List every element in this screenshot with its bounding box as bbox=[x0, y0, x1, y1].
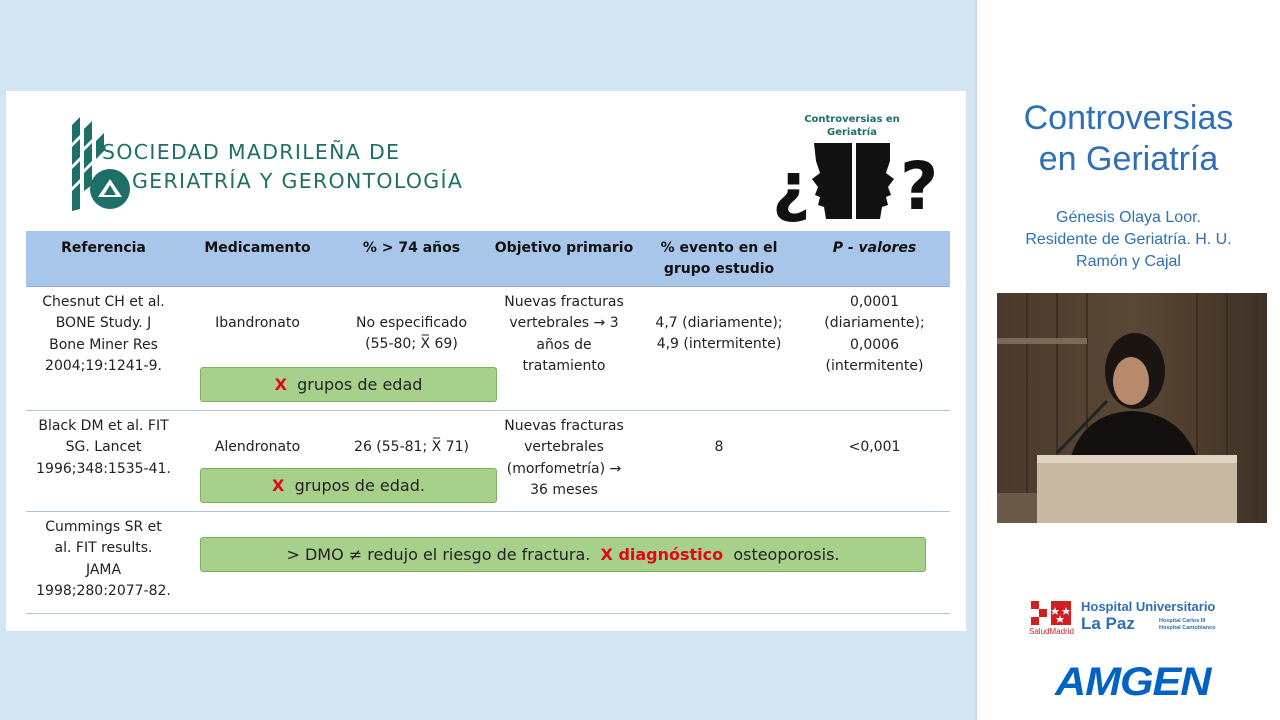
ref-line: JAMA bbox=[85, 561, 122, 578]
speaker-hospital: Ramón y Cajal bbox=[1076, 253, 1181, 270]
evento-line: 4,7 (diariamente); bbox=[655, 314, 783, 331]
header-evento: % evento en el grupo estudio bbox=[639, 231, 799, 286]
cell-evento bbox=[639, 410, 799, 511]
objetivo-line: (morfometría) → bbox=[506, 460, 622, 477]
cell-objetivo bbox=[489, 286, 639, 410]
ref-line: BONE Study. J bbox=[55, 315, 152, 331]
badge-title-line-2: Geriatría bbox=[827, 127, 877, 138]
note-text-post: osteoporosis. bbox=[733, 545, 840, 564]
salud-madrid-text: SaludMadrid bbox=[1029, 627, 1074, 636]
speaker-name: Génesis Olaya Loor. bbox=[1056, 209, 1201, 226]
header-referencia: Referencia bbox=[26, 231, 181, 286]
hospital-la-paz-logo-icon bbox=[1029, 597, 1239, 637]
speaker-info bbox=[977, 207, 1280, 273]
ref-line: SG. Lancet bbox=[65, 439, 142, 455]
edad-line: 26 (55-81; X̅ 71) bbox=[354, 438, 469, 455]
event-title-line-1: Controversias bbox=[1023, 99, 1234, 137]
side-panel bbox=[977, 0, 1280, 720]
question-close-glyph: ? bbox=[900, 148, 939, 224]
ref-line: 1996;348:1535-41. bbox=[36, 460, 171, 477]
p-line: 0,0006 bbox=[850, 336, 899, 353]
sociedad-logo-text bbox=[102, 138, 463, 196]
objetivo-line: 36 meses bbox=[530, 482, 598, 498]
objetivo-line: vertebrales → 3 bbox=[509, 315, 619, 331]
p-line: <0,001 bbox=[848, 438, 901, 455]
hospital-name-1: Hospital Universitario bbox=[1081, 599, 1216, 614]
cell-referencia bbox=[26, 410, 181, 511]
table-header-row bbox=[26, 231, 950, 286]
note-text: grupos de edad bbox=[297, 375, 423, 394]
note-diagnostico-mark: X diagnóstico bbox=[600, 545, 724, 564]
header-p-valores: P - valores bbox=[799, 231, 950, 286]
ref-line: 1998;280:2077-82. bbox=[36, 583, 171, 599]
cell-referencia bbox=[26, 286, 181, 410]
event-title-line-2: en Geriatría bbox=[1038, 140, 1219, 178]
header-medicamento: Medicamento bbox=[181, 231, 334, 286]
cell-p-valor bbox=[799, 410, 950, 511]
speaker-video-frame-icon bbox=[997, 293, 1267, 523]
objetivo-line: tratamiento bbox=[522, 358, 606, 374]
ref-line: Black DM et al. FIT bbox=[38, 417, 169, 434]
hospital-sub-2: Hospital Cantoblanco bbox=[1159, 625, 1216, 631]
edad-line: No especificado bbox=[355, 314, 468, 331]
cell-p-valor bbox=[799, 286, 950, 410]
ref-line: Bone Miner Res bbox=[49, 336, 158, 353]
speaker-role: Residente de Geriatría. H. U. bbox=[1025, 231, 1232, 248]
presentation-slide bbox=[6, 91, 966, 631]
badge-title bbox=[772, 113, 932, 139]
medicamento-text: Ibandronato bbox=[215, 314, 300, 331]
ref-line: al. FIT results. bbox=[54, 540, 153, 556]
note-dmo bbox=[200, 537, 926, 572]
header-objetivo: Objetivo primario bbox=[489, 231, 639, 286]
p-line: 0,0001 bbox=[850, 293, 899, 310]
cell-referencia bbox=[26, 511, 181, 613]
cell-objetivo bbox=[489, 410, 639, 511]
faces-question-icon bbox=[772, 139, 942, 224]
medicamento-text: Alendronato bbox=[214, 438, 301, 455]
logo-line-2: GERIATRÍA Y GERONTOLOGÍA bbox=[132, 169, 464, 193]
note-text-pre: > DMO ≠ redujo el riesgo de fractura. bbox=[286, 545, 591, 564]
edad-line: (55-80; X̅ 69) bbox=[365, 336, 458, 352]
objetivo-line: vertebrales bbox=[524, 439, 604, 455]
header-edad: % > 74 años bbox=[334, 231, 489, 286]
note-grupos-edad-2 bbox=[200, 468, 497, 503]
ref-line: Cummings SR et bbox=[45, 518, 162, 535]
ref-line: Chesnut CH et al. bbox=[42, 293, 165, 310]
ref-line: 2004;19:1241-9. bbox=[45, 358, 162, 374]
hospital-name-2: La Paz bbox=[1081, 614, 1135, 633]
objetivo-line: Nuevas fracturas bbox=[504, 417, 624, 434]
p-line: (intermitente) bbox=[825, 358, 924, 374]
controversias-badge bbox=[772, 109, 942, 224]
note-x-mark: X bbox=[272, 476, 285, 495]
note-x-mark: X bbox=[274, 375, 287, 394]
p-line: (diariamente); bbox=[824, 315, 925, 331]
amgen-logo: AMGEN bbox=[1055, 660, 1211, 704]
badge-title-line-1: Controversias en bbox=[804, 114, 900, 125]
objetivo-line: Nuevas fracturas bbox=[504, 293, 624, 310]
question-open-glyph: ¿ bbox=[772, 148, 811, 224]
speaker-video bbox=[997, 293, 1267, 523]
event-title bbox=[977, 98, 1280, 180]
note-text: grupos de edad. bbox=[294, 476, 425, 495]
cell-evento bbox=[639, 286, 799, 410]
logo-line-1: SOCIEDAD MADRILEÑA DE bbox=[102, 140, 401, 164]
evento-line: 8 bbox=[714, 438, 724, 455]
evento-line: 4,9 (intermitente) bbox=[656, 336, 782, 352]
objetivo-line: años de bbox=[536, 336, 592, 353]
hospital-sub-1: Hospital Carlos III bbox=[1159, 618, 1206, 624]
note-grupos-edad-1 bbox=[200, 367, 497, 402]
